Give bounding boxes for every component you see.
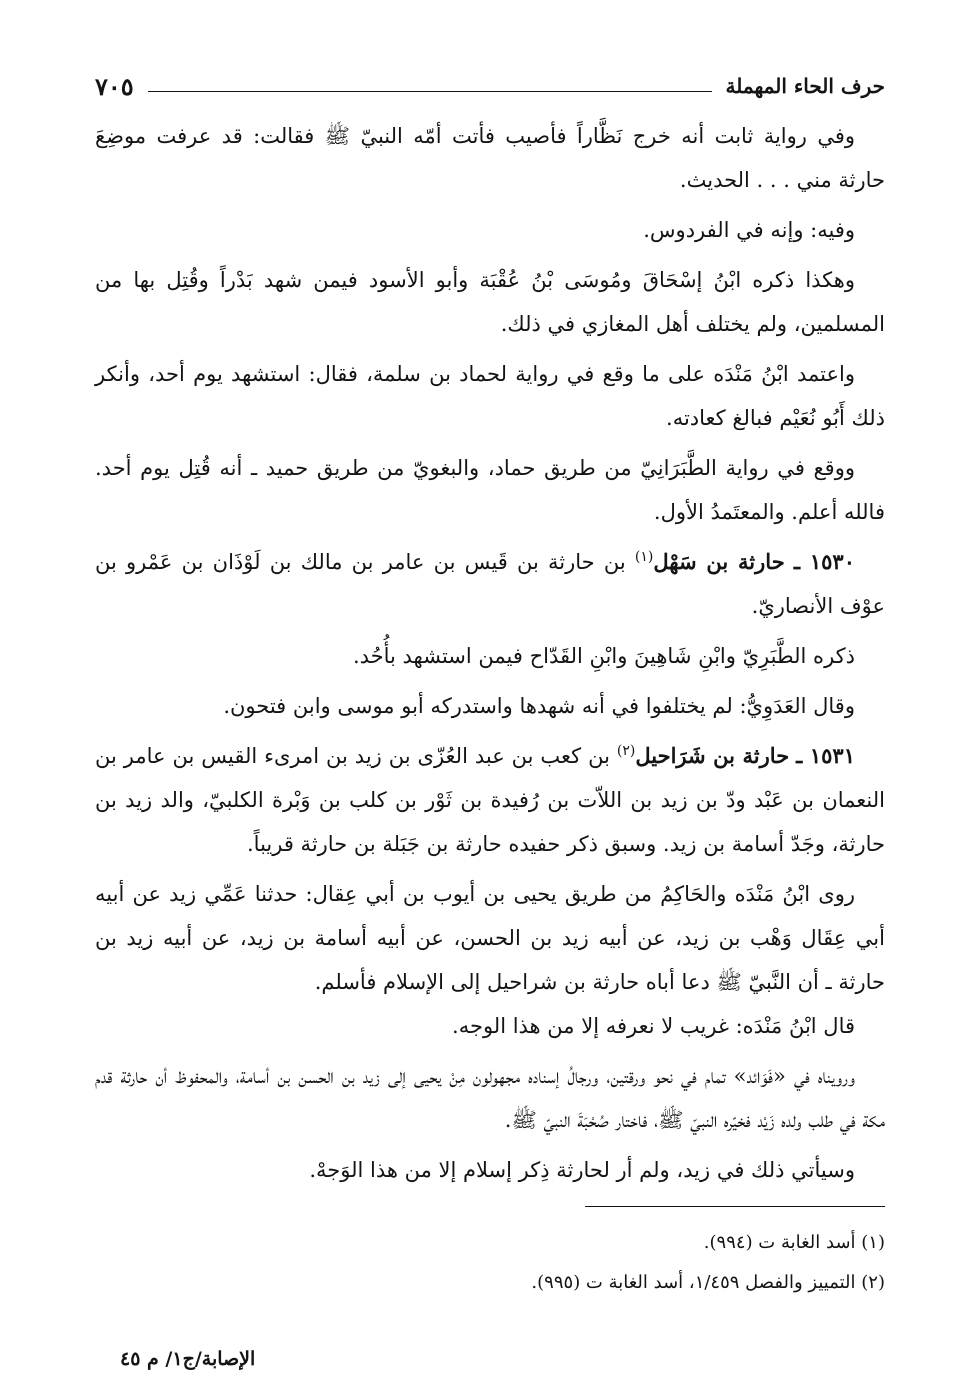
body-text [95,114,885,1192]
paragraph: وقال العَدَوِيُّ: لم يختلفوا في أنه شهدها واستدركه أبو موسى وابن فتحون. [223,694,855,718]
entry-name: حارثة بن سَهْل [653,549,785,574]
running-title: حرف الحاء المهملة [725,74,885,98]
entry-number: ١٥٣٠ ـ [793,549,855,574]
paragraph: وسيأتي ذلك في زيد، ولم أر لحارثة ذِكر إسلام إلا من هذا الوَجهْ. [309,1158,855,1182]
paragraph: واعتمد ابْنُ مَنْدَه على ما وقع في رواية لحماد بن سلمة، فقال: استشهد يوم أحد، وأنكر ذلك أَبُو نُعَيْم فبالغ كعادته. [95,362,885,430]
paragraph: قال ابْنُ مَنْدَه: غريب لا نعرفه إلا من هذا الوجه. [452,1014,855,1038]
entry-text: بن كعب بن عبد العُزّى بن زيد بن امرىء القيس بن عامر بن النعمان بن عَبْد ودّ بن زيد بن اللاّت بن رُفيدة بن ثَوْر بن كلب بن وَبْرة الكلبيّ، والد زيد بن حارثة، وجَدّ أسامة بن زيد. وسبق ذكر حفيده حارثة بن جَبَلة بن حارثة قريباً. [95,744,885,856]
entry-number: ١٥٣١ ـ [796,743,855,768]
footnotes [95,1223,885,1303]
footnote-reference: (٢) [616,743,636,759]
header-rule [148,91,712,92]
footnote: (٢) التمييز والفصل ١/٤٥٩، أسد الغابة ت (٩٩٥). [531,1272,885,1293]
paragraph: وفي رواية ثابت أنه خرج نَظَّاراً فأصيب فأتت أمّه النبيّ ﷺ فقالت: قد عرفت موضِعَ حارثة مني . . . الحديث. [95,124,885,192]
page-header [95,62,885,110]
entry-1531 [95,734,885,866]
entry-name: حارثة بن شَرَاحيل [635,743,790,768]
paragraph: ذكره الطَّبَرِيّ وابْنِ شَاهِينَ وابْنِ القَدّاح فيمن استشهد بأُحُد. [352,644,855,668]
paragraph: روى ابْنُ مَنْدَه والحَاكِمُ من طريق يحيى بن أيوب بن أبي عِقال: حدثنا عَمِّي زيد عن أبيه أبي عِقَال وَهْب بن زيد، عن أبيه زيد بن الحسن، عن أبيه أسامة بن زيد، عن أبيه زيد بن حارثة ـ أن النَّبيّ ﷺ دعا أباه حارثة بن شراحيل إلى الإسلام فأسلم. [95,882,885,994]
book-page [95,62,885,1303]
page-number: ٧٠٥ [95,71,134,101]
entry-1530 [95,540,885,628]
paragraph: ورويناه في «فَوَائد» تمام في نحو ورقتين، ورجالُ إسناده مجهولون مِنْ يحيى إلى زيد بن الحسن بن أسامة، والمحفوظ أن حارثة قدم مكة في طلب ولده زَيْد فخيّره النبيّ ﷺ، فاختار صُحْبَةَ النبيّ ﷺ. [95,1064,885,1132]
volume-signature: الإصابة/ج١/ م ٤٥ [120,1348,256,1370]
footnote: (١) أسد الغابة ت (٩٩٤). [703,1232,885,1253]
paragraph: وفيه: وإنه في الفردوس. [643,218,855,242]
paragraph: ووقع في رواية الطَّبَرَانِيّ من طريق حماد، والبغويّ من طريق حميد ـ أنه قُتِل يوم أحد. فالله أعلم. والمعتَمدُ الأول. [95,456,885,524]
footnote-reference: (١) [634,549,654,565]
paragraph: وهكذا ذكره ابْنُ إسْحَاقَ ومُوسَى بْنُ عُقْبَة وأبو الأسود فيمن شهد بَدْراً وقُتِل بها من المسلمين، ولم يختلف أهل المغازي في ذلك. [95,268,885,336]
entry-text: بن حارثة بن قَيس بن عامر بن مالك بن لَوْذَان بن عَمْرو بن عوْف الأنصاريّ. [95,550,885,618]
footnotes-divider [585,1206,885,1207]
